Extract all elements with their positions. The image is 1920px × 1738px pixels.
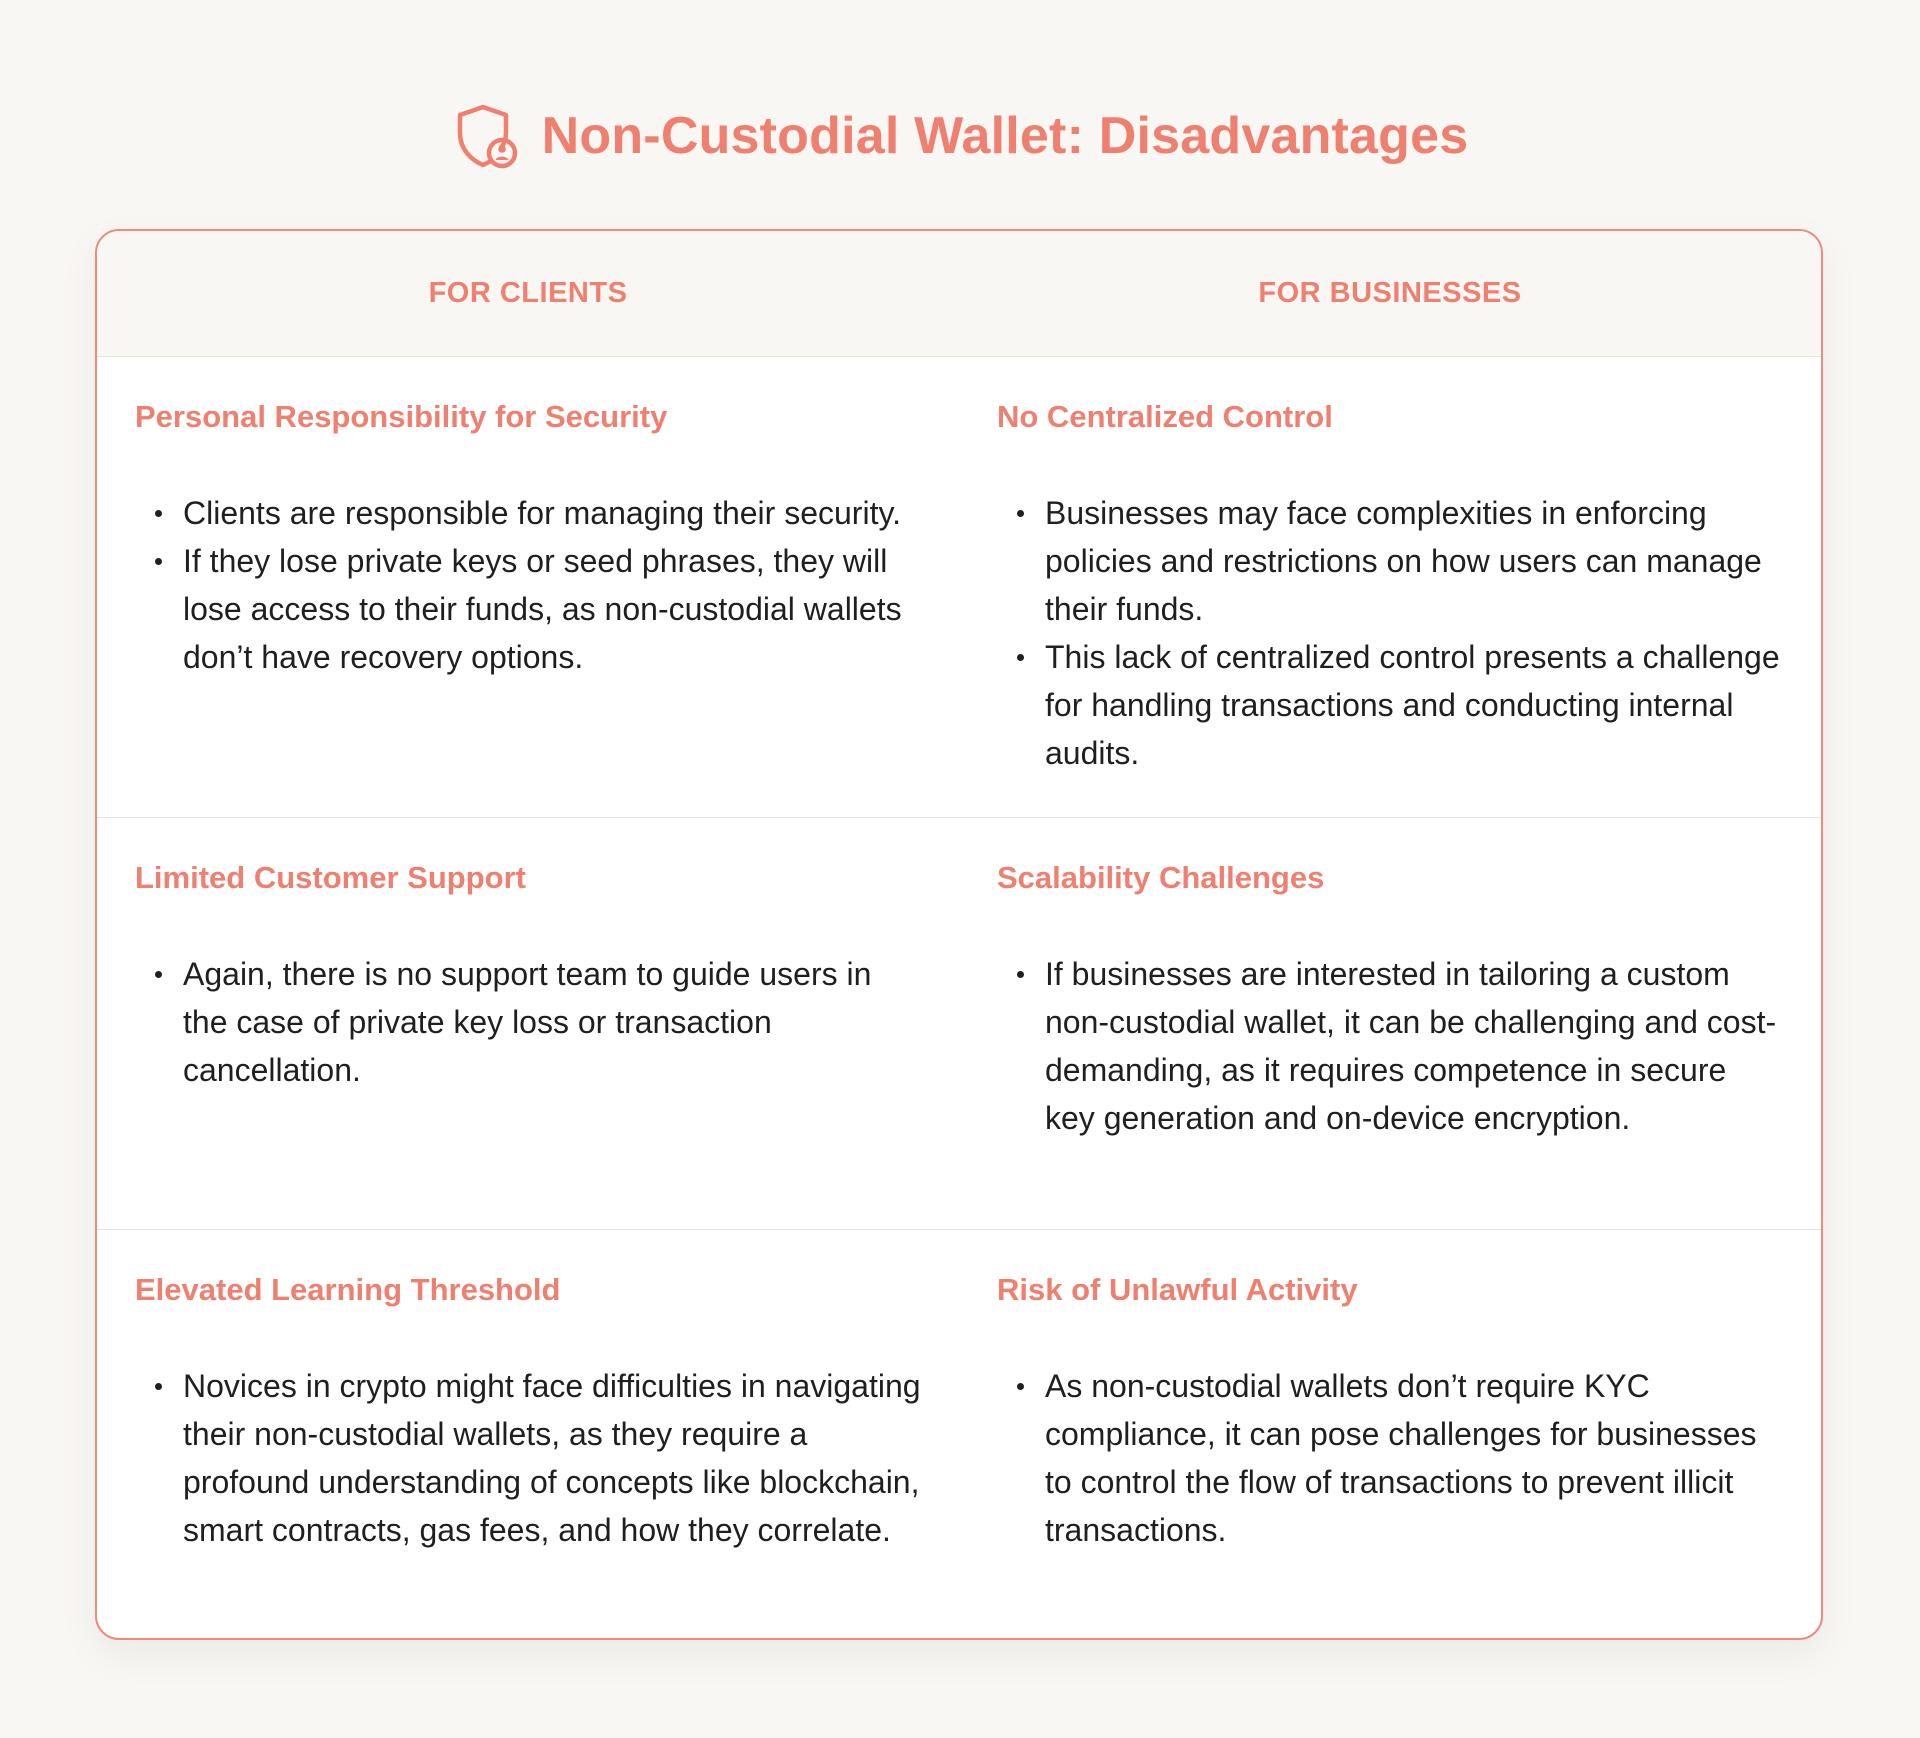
list-item: Again, there is no support team to guide users in the case of private key loss or transaction cancellation. (135, 950, 921, 1094)
bullet-list (997, 489, 1783, 777)
list-item: Novices in crypto might face difficulties in navigating their non-custodial wallets, as they require a profound understanding of concepts like blockchain, smart contracts, gas fees, and how they correlate. (135, 1362, 921, 1554)
list-item: As non-custodial wallets don’t require KYC compliance, it can pose challenges for businesses to control the flow of transactions to prevent illicit transactions. (997, 1362, 1783, 1554)
disadvantage-heading: Elevated Learning Threshold (135, 1272, 561, 1307)
list-item: Businesses may face complexities in enforcing policies and restrictions on how users can manage their funds. (997, 489, 1783, 633)
bullet-list (135, 489, 921, 681)
table-row (97, 357, 1821, 818)
page-title: Non-Custodial Wallet: Disadvantages (541, 107, 1469, 165)
shield-user-icon (452, 102, 520, 170)
businesses-cell (959, 1230, 1821, 1640)
column-header-clients: FOR CLIENTS (428, 277, 628, 309)
disadvantage-heading: No Centralized Control (997, 399, 1333, 434)
disadvantage-heading: Scalability Challenges (997, 860, 1325, 895)
clients-cell (97, 818, 959, 1229)
disadvantage-heading: Personal Responsibility for Security (135, 399, 668, 434)
list-item: Clients are responsible for managing their security. (135, 489, 921, 537)
businesses-cell (959, 357, 1821, 817)
disadvantage-heading: Risk of Unlawful Activity (997, 1272, 1358, 1307)
table-row (97, 818, 1821, 1230)
bullet-list (135, 1362, 921, 1554)
column-header-businesses: FOR BUSINESSES (1258, 277, 1522, 309)
clients-cell (97, 357, 959, 817)
page-header (0, 96, 1920, 176)
bullet-list (997, 1362, 1783, 1554)
bullet-list (135, 950, 921, 1094)
list-item: If they lose private keys or seed phrases, they will lose access to their funds, as non-custodial wallets don’t have recovery options. (135, 537, 921, 681)
bullet-list (997, 950, 1783, 1142)
businesses-cell (959, 818, 1821, 1229)
comparison-table (95, 229, 1823, 1640)
list-item: If businesses are interested in tailoring a custom non-custodial wallet, it can be challenging and cost-demanding, as it requires competence in secure key generation and on-device encryption. (997, 950, 1783, 1142)
column-headers (97, 231, 1821, 357)
disadvantage-heading: Limited Customer Support (135, 860, 526, 895)
table-row (97, 1230, 1821, 1640)
list-item: This lack of centralized control presents a challenge for handling transactions and conducting internal audits. (997, 633, 1783, 777)
clients-cell (97, 1230, 959, 1640)
